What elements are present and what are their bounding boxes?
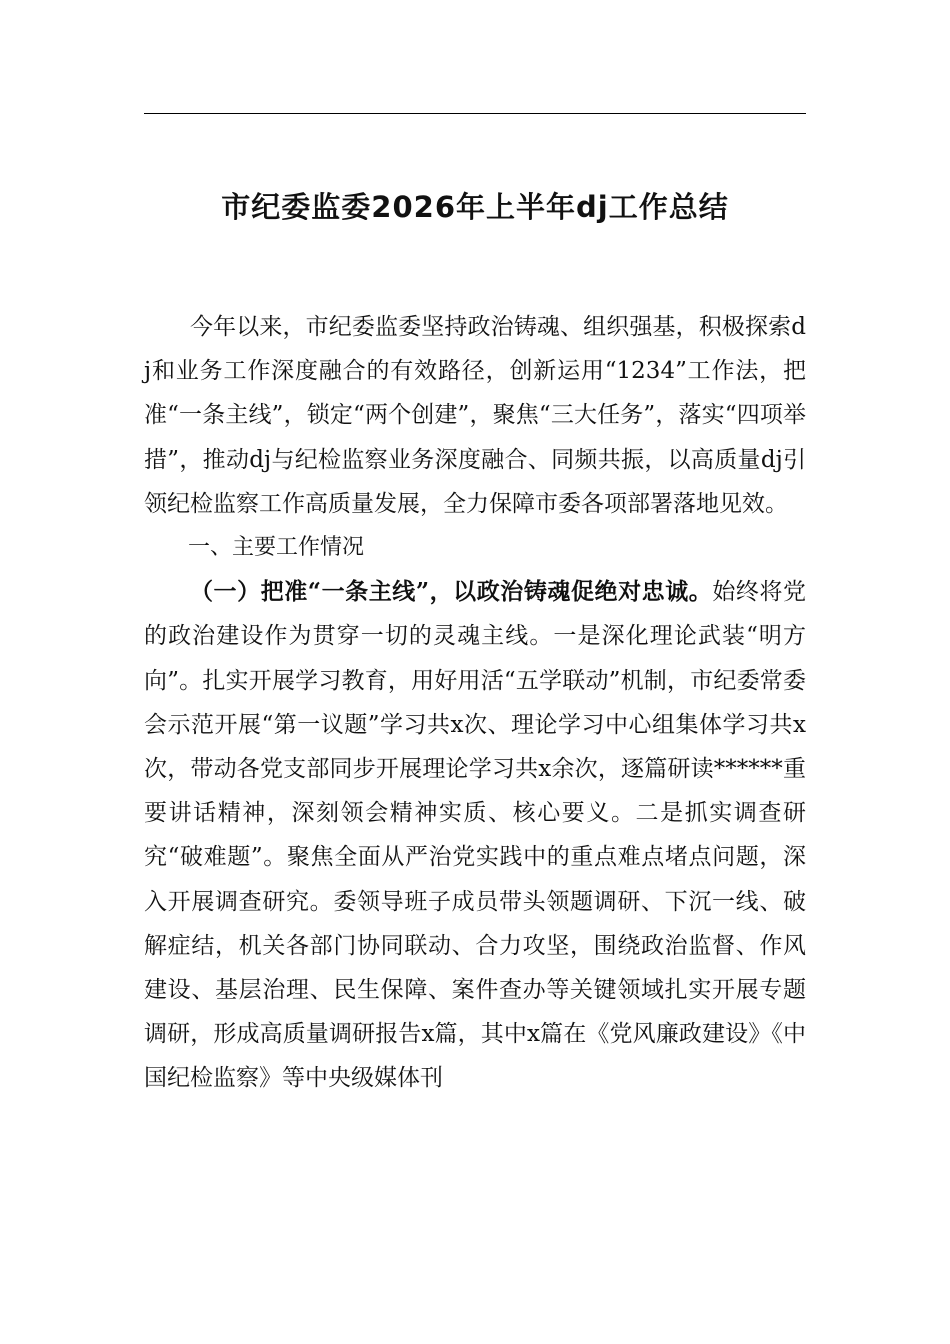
section-heading: 一、主要工作情况 (188, 535, 365, 561)
header-rule (144, 113, 806, 114)
document-title: 市纪委监委2026年上半年dj工作总结 (221, 190, 729, 224)
intro-paragraph: 今年以来，市纪委监委坚持政治铸魂、组织强基，积极探索dj和业务工作深度融合的有效路径，创新运用“1234”工作法，把准“一条主线”，锁定“两个创建”，聚焦“三大任务”，落实“四项举措”，推动dj与纪检监察业务深度融合、同频共振，以高质量dj引领纪检监察工作高质量发展，全力保障市委各项部署落地见效。 (144, 314, 806, 517)
subsection-body: 始终将党的政治建设作为贯穿一切的灵魂主线。一是深化理论武装“明方向”。扎实开展学习教育，用好用活“五学联动”机制，市纪委常委会示范开展“第一议题”学习共x次、理论学习中心组集体学习共x次，带动各党支部同步开展理论学习共x余次，逐篇研读******重要讲话精神，深刻领会精神实质、核心要义。二是抓实调查研究“破难题”。聚焦全面从严治党实践中的重点难点堵点问题，深入开展调查研究。委领导班子成员带头领题调研、下沉一线、破解症结，机关各部门协同联动、合力攻坚，围绕政治监督、作风建设、基层治理、民生保障、案件查办等关键领域扎实开展专题调研，形成高质量调研报告x篇，其中x篇在《党风廉政建设》《中国纪检监察》等中央级媒体刊 (144, 579, 807, 1092)
subsection-heading: （一）把准“一条主线”，以政治铸魂促绝对忠诚。 (190, 578, 713, 606)
subsection-paragraph (144, 570, 806, 1100)
document-body (144, 305, 806, 1101)
